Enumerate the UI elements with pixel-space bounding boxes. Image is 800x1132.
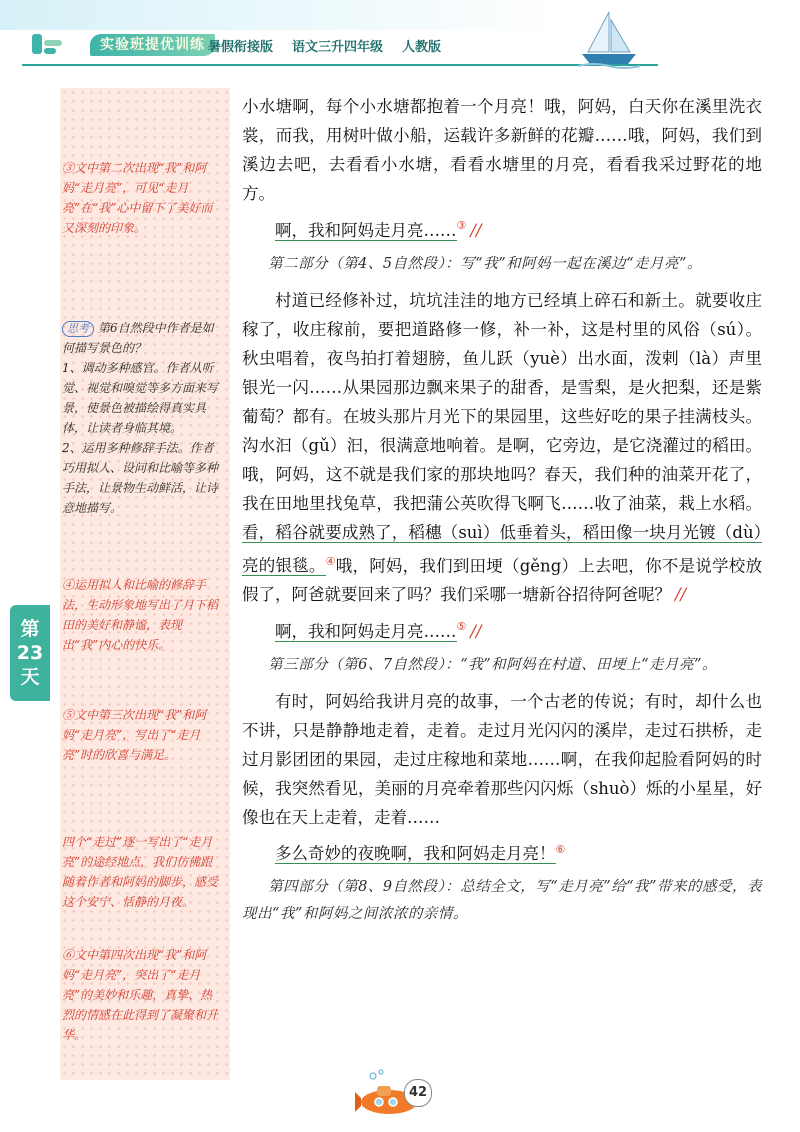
annotation-4 [62, 575, 224, 655]
paragraph-6-text: 村道已经修补过，坑坑洼洼的地方已经填上碎石和新土。就要收庄稼了，收庄稼前，要把道路修一修，补一补，这是村里的风俗（sú）。秋虫唱着，夜鸟拍打着翅膀，鱼儿跃（yuè）出水面，泼剌（là）声里银光一闪……从果园那边飘来果子的甜香，是雪梨，是火把梨，还是紫葡萄？都有。在坡头那片月光下的果园里，这些好吃的果子挂满枝头。沟水汩（gǔ）汩，很满意地响着。是啊，它旁边，是它浇灌过的稻田。哦，阿妈，这不就是我们家的那块地吗？春天，我们种的油菜开花了，我在田地里找兔草，我把蒲公英吹得飞啊飞……收了油菜，栽上水稻。 [242, 290, 762, 513]
annotation-text: 四个“走过”逐一写出了“走月亮”的途经地点，我们仿佛跟随着作者和阿妈的脚步，感受这个安宁、恬静的月夜。 [62, 835, 219, 909]
refrain-2 [242, 612, 762, 646]
think-question-text: 第6自然段中作者是如何描写景色的？ [62, 321, 214, 355]
part-summary-4: 第四部分（第8、9自然段）：总结全文，写“走月亮”给“我”带来的感受，表现出“我”和阿妈之间浓浓的亲情。 [242, 879, 762, 922]
section-break-mark: // [675, 585, 687, 604]
publisher-label: 人教版 [402, 40, 442, 55]
refrain-3 [242, 835, 762, 869]
paragraph-6-underlined: 看，稻谷就要成熟了，稻穗（suì）低垂着头，稻田像一块月光镀（dù）亮的银毯。 [242, 522, 762, 575]
day-tab-number: 23 [16, 642, 44, 664]
annotation-marker: ⑤ [62, 708, 75, 722]
edition-label: 暑假衔接版 [208, 40, 274, 55]
article-body [242, 92, 762, 936]
annotation-3 [62, 158, 224, 238]
section-break-mark: // [470, 621, 482, 641]
refrain-1 [242, 211, 762, 245]
annotation-marker: ⑥ [62, 948, 75, 962]
annotation-marker: ③ [62, 161, 75, 175]
paragraph-6 [242, 286, 762, 610]
subject-label: 语文三升四年级 [292, 40, 384, 55]
refrain-marker: ⑤ [456, 620, 467, 633]
paragraph-7: 有时，阿妈给我讲月亮的故事，一个古老的传说；有时，却什么也不讲，只是静静地走着，走着。走过月光闪闪的溪岸，走过石拱桥，走过月影团团的果园，走过庄稼地和菜地……啊，在我仰起脸看阿妈的时候，我突然看见，美丽的月亮牵着那些闪闪烁（shuò）烁的小星星，好像也在天上走着，走着…… [242, 691, 762, 827]
part-summary-2: 第二部分（第4、5自然段）：写“我”和阿妈一起在溪边“走月亮”。 [268, 255, 702, 272]
part-summary-3: 第三部分（第6、7自然段）：“我”和阿妈在村道、田埂上“走月亮”。 [268, 656, 717, 673]
page-header [0, 30, 800, 66]
page-number: 42 [404, 1079, 432, 1107]
annotation-5 [62, 705, 224, 765]
day-tab [10, 605, 50, 701]
paragraph-6-ending: 哦，阿妈，我们到田埂（gěng）上去吧，你不是说学校放假了，阿爸就要回来了吗？我们采哪一塘新谷招待阿爸呢？ [242, 556, 762, 604]
think-answer-2: 2、运用多种修辞手法。作者巧用拟人、设问和比喻等多种手法，让景物生动鲜活，让诗意地描写。 [62, 441, 219, 515]
header-band [0, 0, 800, 30]
paragraph-6-marker: ④ [325, 554, 336, 568]
paragraph-5: 小水塘啊，每个小水塘都抱着一个月亮！哦，阿妈，白天你在溪里洗衣裳，而我，用树叶做小船，运载许多新鲜的花瓣……哦，阿妈，我们到溪边去吧，去看看小水塘，看看水塘里的月亮，看看我采过野花的地方。 [242, 97, 762, 203]
series-logo-icon [30, 30, 70, 58]
annotation-6 [62, 945, 224, 1045]
refrain-text: 啊，我和阿妈走月亮…… [275, 621, 457, 641]
think-tag: 思考 [62, 321, 94, 337]
series-title: 实验班提优训练 [90, 34, 215, 56]
annotation-marker: ④ [62, 578, 75, 592]
annotation-text: 文中第四次出现“我”和阿妈“走月亮”，突出了“走月亮”的美妙和乐趣，真挚、热烈的情感在此得到了凝聚和升华。 [62, 948, 219, 1042]
annotation-walk [62, 832, 224, 912]
section-break-mark: // [470, 220, 482, 240]
annotation-text: 运用拟人和比喻的修辞手法，生动形象地写出了月下稻田的美好和静谧，表现出“我”内心的快乐。 [62, 578, 219, 652]
refrain-text: 多么奇妙的夜晚啊，我和阿妈走月亮！ [275, 844, 556, 863]
annotation-text: 文中第二次出现“我”和阿妈“走月亮”，可见“走月亮”在“我”心中留下了美好而又深刻的印象。 [62, 161, 213, 235]
header-divider [22, 64, 658, 66]
think-answer-1: 1、调动多种感官。作者从听觉、视觉和嗅觉等多方面来写景，使景色被描绘得真实具体，让读者身临其境。 [62, 361, 219, 435]
sailboat-icon [574, 8, 644, 70]
refrain-marker: ③ [456, 219, 467, 232]
day-tab-prefix: 第 [20, 618, 40, 640]
refrain-text: 啊，我和阿妈走月亮…… [275, 220, 457, 240]
refrain-marker: ⑥ [555, 842, 566, 856]
day-tab-suffix: 天 [20, 666, 40, 688]
think-question [62, 318, 224, 518]
annotation-text: 文中第三次出现“我”和阿妈“走月亮”，写出了“走月亮”时的欣喜与满足。 [62, 708, 207, 762]
